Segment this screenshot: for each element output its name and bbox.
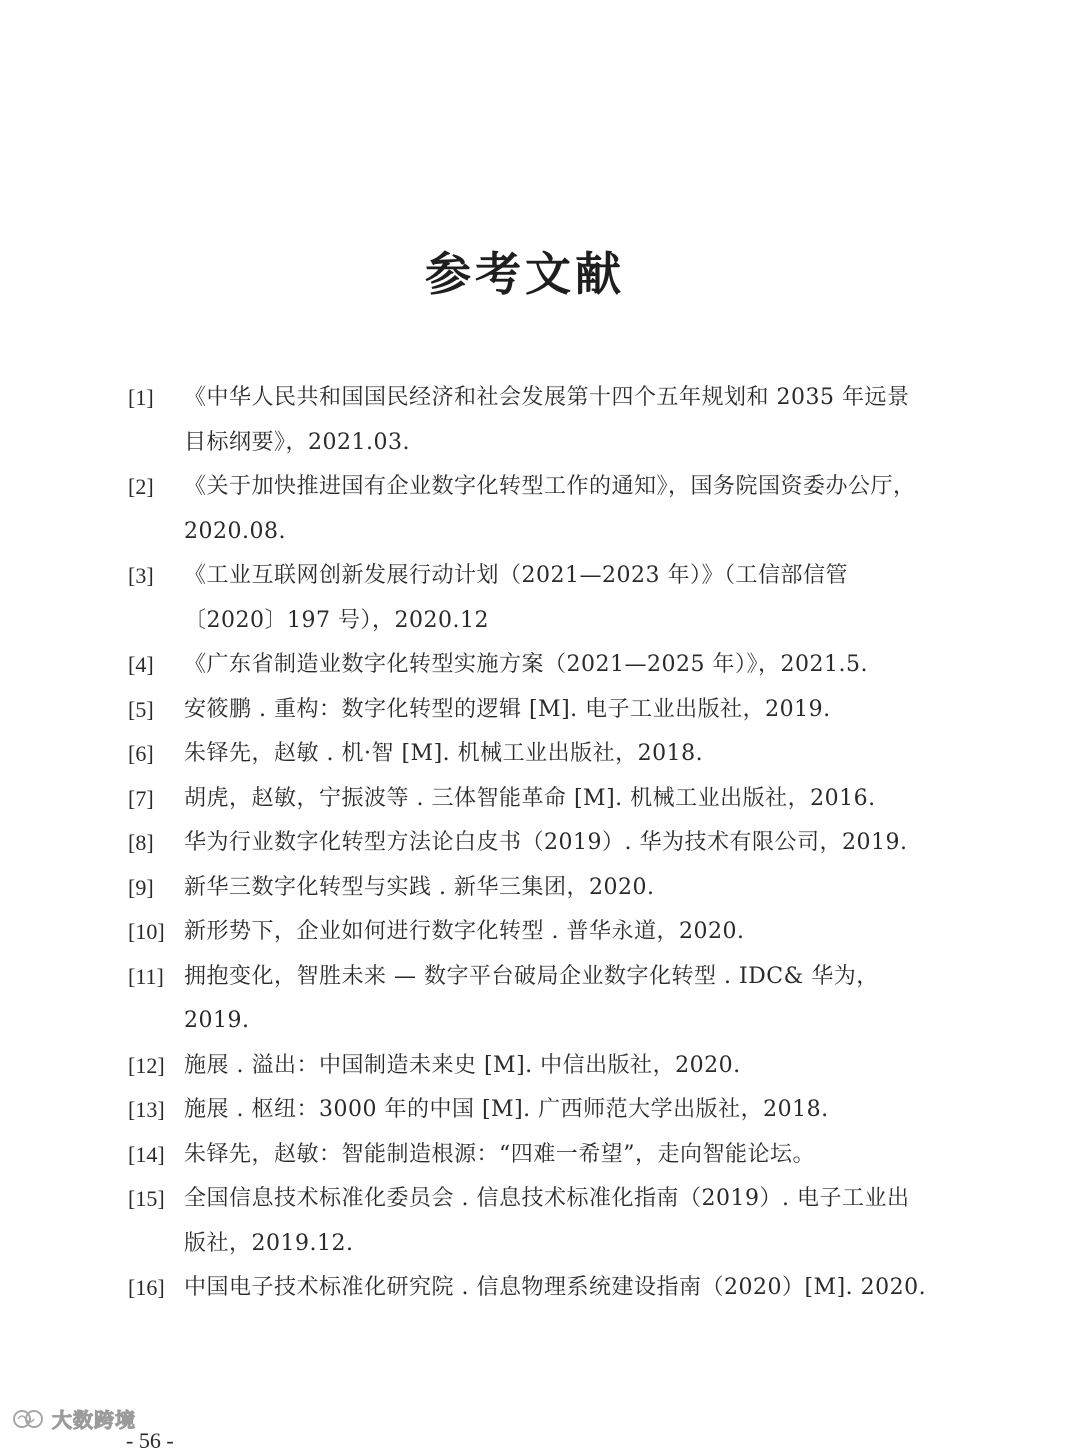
reference-number: [6]: [128, 741, 154, 766]
reference-item: [128, 910, 928, 955]
reference-text: 朱铎先，赵敏 . 机·智 [M]. 机械工业出版社，2018.: [184, 741, 704, 766]
reference-item: [128, 732, 928, 777]
reference-item: [128, 1266, 928, 1311]
reference-number: [9]: [128, 874, 154, 900]
reference-item: [128, 554, 928, 643]
reference-text: 《广东省制造业数字化转型实施方案（2021—2025 年）》，2021.5.: [184, 652, 868, 677]
reference-text: 《关于加快推进国有企业数字化转型工作的通知》，国务院国资委办公厅，2020.08.: [184, 474, 916, 544]
reference-number: [2]: [128, 474, 154, 499]
reference-item: [128, 777, 928, 822]
reference-item: [128, 1133, 928, 1178]
reference-item: [128, 376, 928, 465]
page-title: 参考文献: [425, 247, 625, 301]
reference-number: [5]: [128, 696, 154, 722]
watermark-logo-icon: [12, 1406, 46, 1432]
reference-item: [128, 643, 928, 688]
reference-number: [14]: [128, 1141, 165, 1167]
reference-text: 施展 . 枢纽：3000 年的中国 [M]. 广西师范大学出版社，2018.: [184, 1097, 829, 1122]
reference-item: [128, 465, 928, 554]
reference-number: [10]: [128, 919, 165, 944]
reference-number: [12]: [128, 1052, 165, 1078]
reference-item: [128, 1044, 928, 1089]
reference-item: [128, 866, 928, 911]
reference-text: 拥抱变化，智胜未来 — 数字平台破局企业数字化转型 . IDC& 华为，2019.: [184, 963, 879, 1033]
reference-text: 中国电子技术标准化研究院 . 信息物理系统建设指南（2020）[M]. 2020.: [184, 1275, 927, 1300]
reference-text: 施展 . 溢出：中国制造未来史 [M]. 中信出版社，2020.: [184, 1052, 741, 1078]
reference-text: 新形势下，企业如何进行数字化转型 . 普华永道，2020.: [184, 919, 745, 944]
reference-number: [16]: [128, 1275, 165, 1300]
reference-number: [15]: [128, 1186, 165, 1211]
reference-list: [128, 376, 928, 1311]
reference-number: [4]: [128, 652, 154, 677]
watermark: [12, 1404, 136, 1433]
reference-number: [8]: [128, 830, 154, 855]
reference-text: 《工业互联网创新发展行动计划（2021—2023 年）》（工信部信管〔2020〕197 号），2020.12: [184, 563, 848, 633]
reference-text: 《中华人民共和国国民经济和社会发展第十四个五年规划和 2035 年远景目标纲要》，2021.03.: [184, 385, 910, 455]
reference-item: [128, 1088, 928, 1133]
watermark-text: 大数跨境: [52, 1408, 136, 1432]
reference-number: [3]: [128, 563, 154, 588]
reference-item: [128, 821, 928, 866]
reference-item: [128, 955, 928, 1044]
page-number: - 56 -: [126, 1428, 174, 1453]
reference-number: [11]: [128, 963, 164, 989]
reference-text: 朱铎先，赵敏：智能制造根源：“四难一希望”，走向智能论坛。: [184, 1141, 815, 1167]
reference-text: 胡虎，赵敏，宁振波等 . 三体智能革命 [M]. 机械工业出版社，2016.: [184, 785, 876, 811]
reference-text: 华为行业数字化转型方法论白皮书（2019）. 华为技术有限公司，2019.: [184, 830, 908, 855]
reference-text: 全国信息技术标准化委员会 . 信息技术标准化指南（2019）. 电子工业出版社，2019.12.: [184, 1186, 910, 1256]
reference-number: [1]: [128, 385, 154, 410]
reference-number: [7]: [128, 785, 154, 811]
reference-number: [13]: [128, 1097, 165, 1122]
reference-text: 安筱鹏 . 重构：数字化转型的逻辑 [M]. 电子工业出版社，2019.: [184, 696, 831, 722]
reference-item: [128, 688, 928, 733]
reference-item: [128, 1177, 928, 1266]
reference-text: 新华三数字化转型与实践 . 新华三集团，2020.: [184, 874, 655, 900]
